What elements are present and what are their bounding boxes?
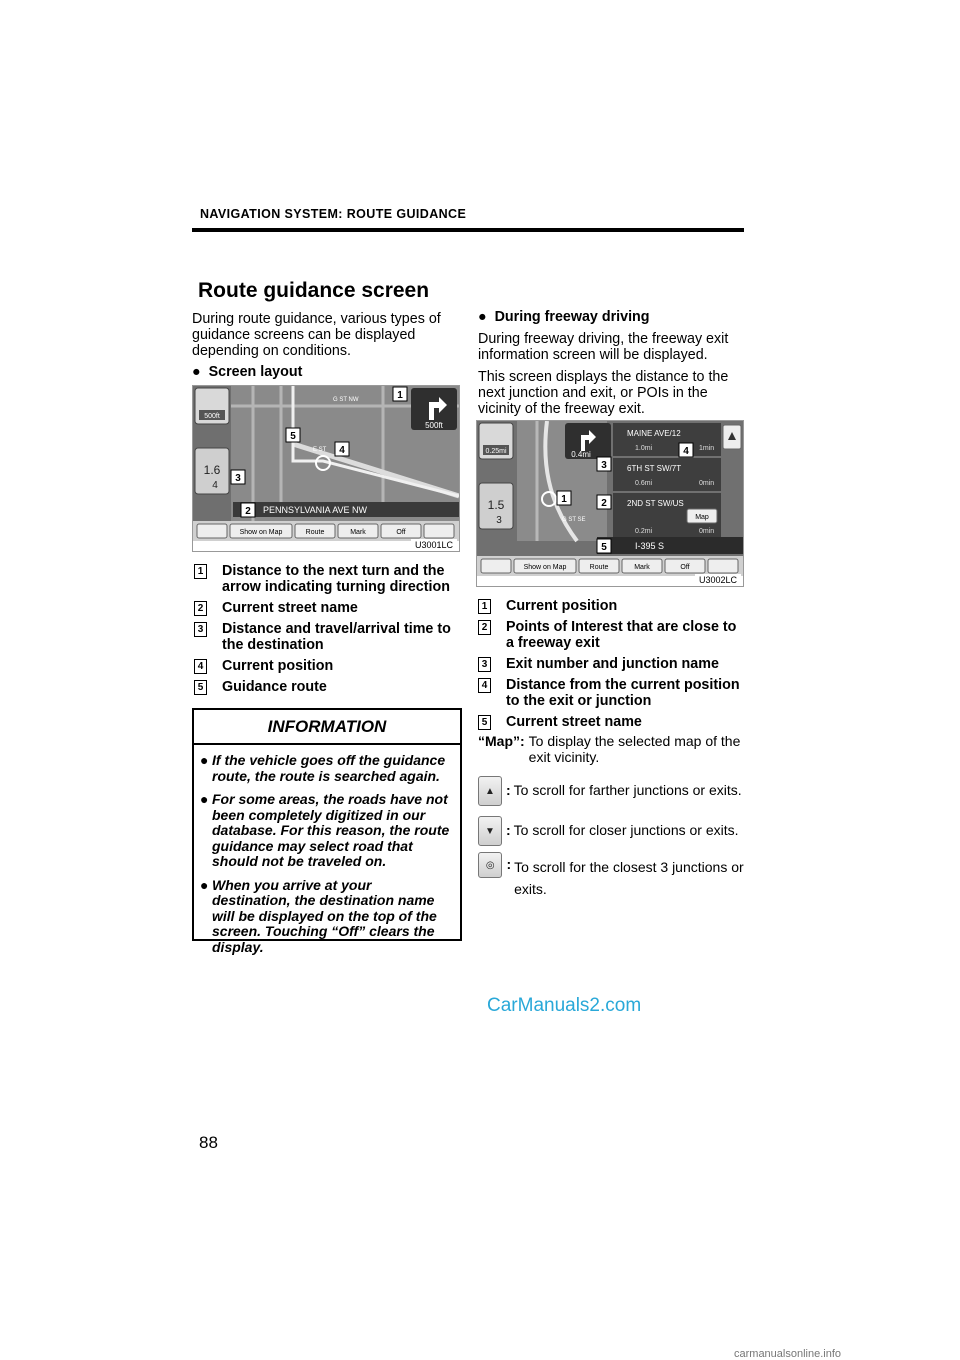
road-label-g: G ST NW [333, 397, 359, 403]
current-street-name: PENNSYLVANIA AVE NW [263, 505, 368, 515]
information-title: INFORMATION [267, 717, 387, 736]
item-text: Current street name [222, 600, 358, 616]
item-text: Distance and travel/arrival time to the destination [222, 621, 451, 653]
list-item [194, 563, 462, 595]
route-button[interactable]: Route [305, 529, 325, 536]
road-label-g-se: G ST SE [562, 517, 586, 523]
exit-distance: 1.0mi [635, 445, 653, 452]
exit-name: MAINE AVE/12 [627, 429, 681, 438]
callout-3: 3 [601, 460, 607, 471]
turn-distance: 0.4mi [571, 450, 591, 459]
scroll-up-icon: ▲ [478, 776, 502, 806]
callout-1: 1 [397, 390, 403, 401]
freeway-exit-screenshot [476, 420, 744, 587]
page-number: 88 [199, 1133, 218, 1152]
closest-exits-icon: ◎ [478, 852, 502, 878]
bullet-icon: ● [200, 791, 209, 807]
exit-time: 0min [699, 528, 715, 535]
header-title: NAVIGATION SYSTEM: ROUTE GUIDANCE [200, 207, 467, 221]
section-title: Route guidance screen [198, 279, 430, 302]
header-rule [192, 228, 744, 232]
exit-time: 1min [699, 445, 715, 452]
num-box: 4 [478, 678, 491, 693]
time-remaining: 4 [212, 480, 218, 491]
icon-desc-text: To scroll for the closest 3 junctions or exits. [514, 859, 744, 897]
freeway-heading [478, 309, 744, 325]
item-text: Current position [222, 658, 334, 674]
left-intro-block [192, 311, 462, 380]
list-item [478, 598, 744, 614]
information-rule [194, 743, 460, 745]
exit-name: 2ND ST SW/US [627, 499, 684, 508]
screen-layout-heading [192, 364, 462, 380]
freeway-label: During freeway driving [494, 309, 650, 325]
show-on-map-button[interactable]: Show on Map [239, 529, 283, 536]
right-numbered-list [478, 598, 744, 730]
off-button[interactable]: Off [396, 529, 406, 536]
screenshot2-caption: U3002LC [695, 574, 741, 586]
callout-2: 2 [245, 506, 251, 517]
colon: : [506, 782, 511, 798]
route-map [193, 386, 459, 551]
info-bullet-text: If the vehicle goes off the guidance route, the route is searched again. [212, 752, 446, 784]
info-bullet [200, 878, 452, 956]
scroll-down-icon: ▼ [478, 816, 502, 846]
num-box: 2 [194, 601, 207, 616]
distance-remaining: 1.5 [487, 498, 505, 512]
callout-1: 1 [561, 494, 567, 505]
scale-label: 0.25mi [485, 448, 507, 455]
information-box [192, 708, 462, 955]
watermark: CarManuals2.com [487, 995, 642, 1016]
road-label-e: E ST [313, 447, 327, 453]
icon-desc-text: To scroll for farther junctions or exits. [513, 782, 742, 798]
item-text: Distance to the next turn and the arrow indicating turning direction [222, 563, 450, 595]
map-button[interactable]: Map [695, 514, 709, 521]
num-box: 3 [194, 622, 207, 637]
info-bullet-text: When you arrive at your destination, the destination name will be displayed on the top of the screen. Touching “Off” clears the display. [212, 876, 437, 955]
info-bullet [200, 753, 452, 784]
bullet-icon: ● [200, 876, 209, 893]
freeway-paragraph-1: During freeway driving, the freeway exit information screen will be displayed. [478, 331, 729, 363]
exit-distance: 0.6mi [635, 480, 653, 487]
exit-distance: 0.2mi [635, 528, 653, 535]
freeway-map [477, 421, 743, 586]
num-box: 1 [194, 564, 207, 579]
num-box: 5 [478, 715, 491, 730]
icon-desc-text: To scroll for closer junctions or exits. [513, 822, 739, 838]
exit-time: 0min [699, 480, 715, 487]
freeway-paragraph-2: This screen displays the distance to the next junction and exit, or POIs in the vicinity of the freeway exit. [478, 369, 729, 417]
item-text: Guidance route [222, 679, 327, 695]
right-intro-block [478, 309, 744, 417]
item-text: Distance from the current position to the exit or junction [506, 677, 740, 709]
callout-4: 4 [339, 445, 345, 456]
num-box: 2 [478, 620, 491, 635]
left-numbered-list [194, 563, 462, 695]
item-text: Points of Interest that are close to a freeway exit [506, 619, 737, 651]
current-street-name: I-395 S [635, 541, 665, 551]
callout-2: 2 [601, 498, 607, 509]
info-bullet-text: For some areas, the roads have not been completely digitized in our database. For this reason, the route guidance may select road that should not be traveled on. [212, 791, 450, 869]
bullet-icon: ● [478, 309, 495, 325]
icon-desc-row [478, 816, 744, 846]
num-box: 4 [194, 659, 207, 674]
callout-5: 5 [601, 542, 607, 553]
off-button[interactable]: Off [680, 564, 690, 571]
time-remaining: 3 [496, 515, 502, 526]
footer-site: carmanualsonline.info [734, 1348, 842, 1360]
screen-layout-label: Screen layout [208, 364, 303, 380]
show-on-map-button[interactable]: Show on Map [523, 564, 567, 571]
colon: : [506, 856, 512, 872]
bullet-icon: ● [192, 364, 209, 380]
list-item [478, 677, 744, 709]
list-item [194, 621, 462, 653]
route-guidance-screenshot [192, 385, 460, 552]
distance-remaining: 1.6 [203, 463, 221, 477]
num-box: 1 [478, 599, 491, 614]
num-box: 3 [478, 657, 491, 672]
item-text: Current position [506, 598, 618, 614]
screenshot1-caption: U3001LC [411, 539, 457, 551]
mark-button[interactable]: Mark [634, 564, 650, 571]
callout-5: 5 [290, 431, 296, 442]
map-definition [478, 733, 744, 765]
bullet-icon: ● [200, 752, 209, 768]
map-description: To display the selected map of the exit vicinity. [528, 733, 741, 765]
route-button[interactable]: Route [589, 564, 609, 571]
colon: : [506, 822, 511, 838]
list-item [194, 658, 462, 674]
icon-desc-row [478, 776, 744, 806]
turn-distance: 500ft [425, 421, 443, 430]
num-box: 5 [194, 680, 207, 695]
icon-desc-row [478, 852, 744, 900]
exit-name: 6TH ST SW/7T [627, 464, 682, 473]
callout-3: 3 [235, 473, 241, 484]
map-term: “Map”: [478, 733, 525, 749]
mark-button[interactable]: Mark [350, 529, 366, 536]
item-text: Current street name [506, 714, 642, 730]
list-item [478, 619, 744, 651]
list-item [194, 600, 462, 616]
item-text: Exit number and junction name [506, 656, 719, 672]
intro-paragraph: During route guidance, various types of guidance screens can be displayed depending on conditions. [192, 311, 441, 359]
list-item [478, 656, 744, 672]
callout-4: 4 [683, 446, 689, 457]
list-item [478, 714, 744, 730]
info-bullet [200, 792, 452, 870]
scale-label: 500ft [204, 413, 220, 420]
list-item [194, 679, 462, 695]
